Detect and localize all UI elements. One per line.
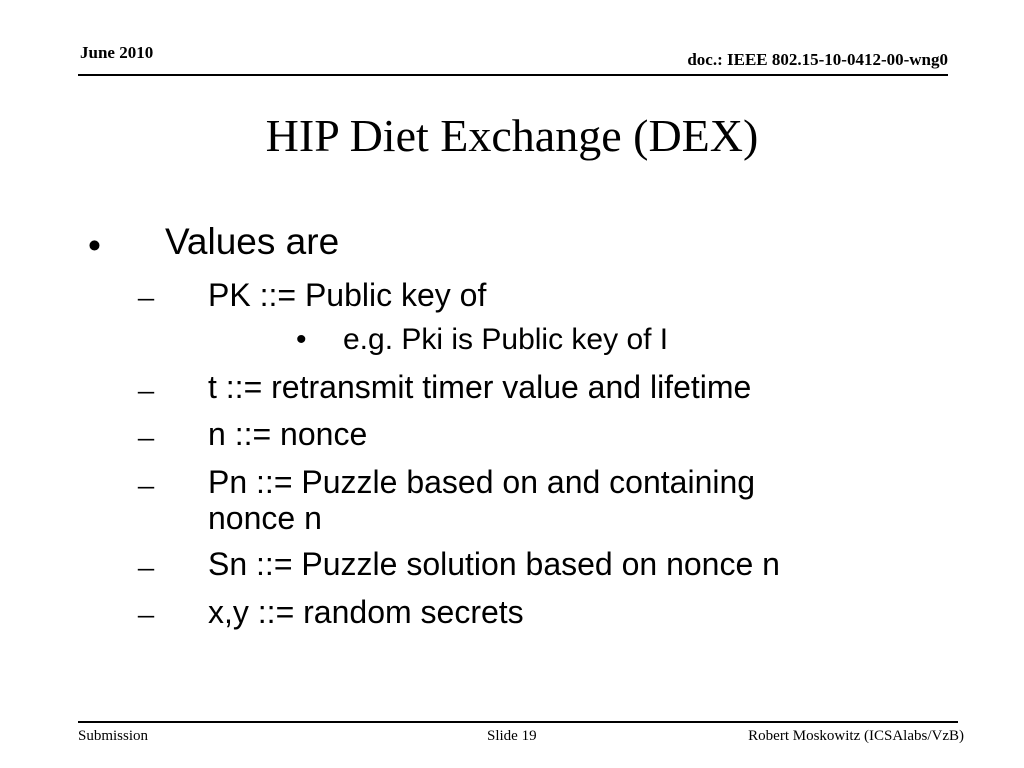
footer-submission: Submission <box>78 728 149 744</box>
sub-item-pn: Pn ::= Puzzle based on and containing <box>208 464 756 500</box>
bullet-icon: • <box>88 225 101 266</box>
footer-author: Robert Moskowitz (ICSAlabs/VzB) <box>748 728 964 744</box>
bullet-item-values-are: Values are <box>165 221 340 262</box>
header-doc-id: doc.: IEEE 802.15-10-0412-00-wng0 <box>687 50 948 69</box>
sub-item-pn-continued: nonce n <box>208 500 322 536</box>
footer-slide-number: Slide 19 <box>487 728 537 744</box>
sub-sub-item-example: e.g. Pki is Public key of I <box>343 323 669 356</box>
footer-divider <box>78 721 958 723</box>
sub-item-n: n ::= nonce <box>208 416 368 452</box>
dash-icon: – <box>138 548 154 584</box>
dash-icon: – <box>138 418 154 454</box>
dash-icon: – <box>138 595 154 631</box>
sub-item-sn: Sn ::= Puzzle solution based on nonce n <box>208 546 780 582</box>
dash-icon: – <box>138 278 154 314</box>
dash-icon: – <box>138 371 154 407</box>
sub-item-pk: PK ::= Public key of <box>208 277 487 313</box>
slide-title: HIP Diet Exchange (DEX) <box>265 110 759 161</box>
sub-item-xy: x,y ::= random secrets <box>208 594 524 630</box>
sub-item-t: t ::= retransmit timer value and lifetime <box>208 369 752 405</box>
dash-icon: – <box>138 466 154 502</box>
header-date: June 2010 <box>80 43 154 62</box>
bullet-icon: • <box>296 323 307 356</box>
